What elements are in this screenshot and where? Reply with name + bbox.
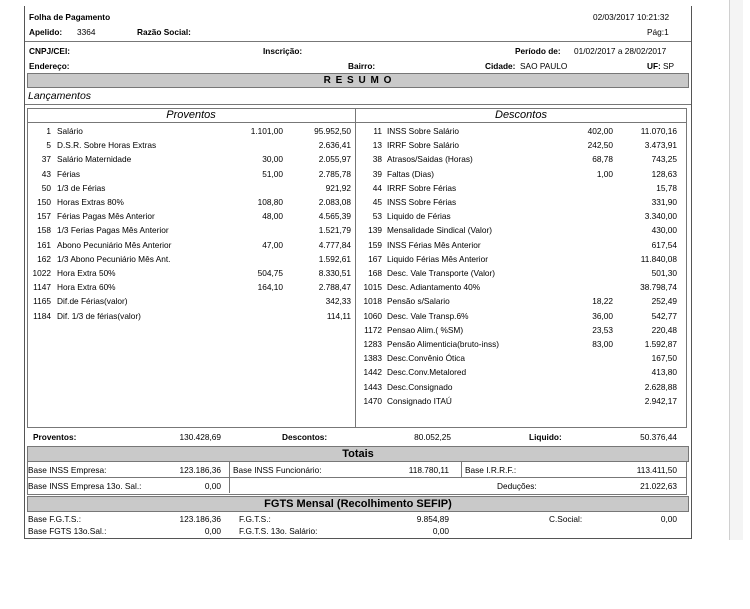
descontos-row — [356, 337, 685, 351]
cell-divider — [229, 461, 230, 477]
descontos-row — [356, 152, 685, 166]
descontos-desc: Consignado ITAÚ — [387, 395, 452, 406]
proventos-desc: D.S.R. Sobre Horas Extras — [57, 140, 157, 151]
descontos-code: 1383 — [363, 353, 382, 364]
descontos-row — [356, 167, 685, 181]
descontos-row — [356, 195, 685, 209]
divider — [25, 41, 691, 42]
proventos-code: 150 — [37, 197, 51, 207]
descontos-row — [356, 181, 685, 195]
descontos-value: 11.070,16 — [640, 126, 677, 136]
descontos-row — [356, 394, 685, 408]
descontos-row — [356, 323, 685, 337]
base-fgts-label: Base F.G.T.S.: — [28, 514, 82, 524]
descontos-code: 53 — [372, 211, 382, 222]
proventos-desc: Dif.de Férias(valor) — [57, 296, 128, 307]
descontos-value: 220,48 — [651, 324, 677, 335]
descontos-desc: Desc.Conv.Metalored — [387, 367, 467, 378]
proventos-row — [27, 223, 353, 237]
descontos-code: 1442 — [363, 367, 382, 378]
proventos-desc: Hora Extra 50% — [57, 268, 116, 278]
cell-divider — [229, 477, 230, 493]
razao-social-label: Razão Social: — [137, 27, 191, 37]
descontos-code: 1443 — [363, 381, 382, 392]
descontos-value: 252,49 — [651, 296, 677, 307]
descontos-code: 139 — [368, 225, 382, 236]
descontos-value: 617,54 — [651, 239, 677, 250]
descontos-desc: IRRF Sobre Salário — [387, 140, 459, 151]
fgts13-label: F.G.T.S. 13o. Salário: — [239, 526, 318, 536]
proventos-header: Proventos — [166, 109, 216, 121]
proventos-code: 1165 — [33, 296, 51, 307]
descontos-value: 3.473,91 — [644, 140, 677, 151]
descontos-header: Descontos — [495, 109, 547, 121]
base-inss-empresa-label: Base INSS Empresa: — [28, 465, 107, 475]
proventos-desc: Dif. 1/3 de férias(valor) — [57, 310, 141, 321]
descontos-value: 15,78 — [656, 182, 677, 193]
proventos-desc: Horas Extras 80% — [57, 197, 124, 207]
periodo-label: Período de: — [515, 46, 561, 56]
summary-proventos-label: Proventos: — [33, 432, 77, 442]
descontos-value: 1.592,87 — [644, 339, 677, 349]
descontos-row — [356, 365, 685, 379]
descontos-desc: Desc. Vale Transporte (Valor) — [387, 268, 496, 278]
csocial-label: C.Social: — [549, 514, 583, 524]
descontos-row — [356, 280, 685, 294]
proventos-code: 1022 — [32, 268, 51, 278]
deducoes-label: Deduções: — [497, 481, 537, 491]
base-inss-func-label: Base INSS Funcionário: — [233, 465, 322, 475]
descontos-desc: INSS Férias Mês Anterior — [387, 239, 481, 250]
descontos-value: 11.840,08 — [640, 253, 677, 264]
inscricao-label: Inscrição: — [263, 46, 303, 56]
proventos-desc: Férias — [57, 168, 81, 179]
descontos-value: 3.340,00 — [644, 211, 677, 222]
descontos-value: 542,77 — [651, 310, 677, 321]
summary-descontos-value: 80.052,25 — [414, 432, 451, 442]
apelido-label: Apelido: — [29, 27, 63, 37]
proventos-value: 921,92 — [325, 182, 351, 193]
totais-bar: Totais — [27, 446, 689, 462]
proventos-ref: 504,75 — [257, 268, 283, 278]
summary-proventos-value: 130.428,69 — [179, 432, 221, 442]
descontos-value: 167,50 — [651, 353, 677, 364]
fgts-value: 9.854,89 — [416, 514, 449, 524]
proventos-ref: 30,00 — [262, 154, 283, 165]
proventos-desc: 1/3 de Férias — [57, 182, 106, 193]
descontos-row — [356, 309, 685, 323]
base-inss-func-value: 118.780,11 — [408, 465, 449, 475]
descontos-ref: 1,00 — [596, 168, 613, 179]
proventos-value: 114,11 — [326, 310, 351, 321]
proventos-code: 1184 — [33, 310, 51, 321]
descontos-code: 11 — [373, 126, 382, 136]
fgts-bar: FGTS Mensal (Recolhimento SEFIP) — [27, 496, 689, 512]
proventos-desc: Salário Maternidade — [57, 154, 132, 165]
descontos-code: 44 — [372, 182, 382, 193]
proventos-code: 43 — [41, 168, 51, 179]
page-number: Pág:1 — [647, 27, 669, 37]
descontos-desc: Desc.Convênio Ótica — [387, 353, 465, 364]
descontos-code: 168 — [368, 268, 382, 278]
base-inss-13-value: 0,00 — [204, 481, 221, 491]
proventos-row — [27, 238, 353, 252]
descontos-code: 167 — [368, 253, 382, 264]
descontos-ref: 83,00 — [592, 339, 613, 349]
base-fgts13-label: Base FGTS 13o.Sal.: — [28, 526, 107, 536]
divider — [27, 477, 687, 478]
proventos-row — [27, 266, 353, 280]
descontos-desc: Liquido Férias Mês Anterior — [387, 253, 488, 264]
proventos-value: 342,33 — [325, 296, 351, 307]
descontos-desc: INSS Sobre Férias — [387, 197, 457, 207]
uf-label: UF: — [647, 61, 661, 71]
descontos-ref: 242,50 — [587, 140, 613, 151]
descontos-row — [356, 252, 685, 266]
base-inss-13-label: Base INSS Empresa 13o. Sal.: — [28, 481, 142, 491]
proventos-row — [27, 167, 353, 181]
base-fgts-value: 123.186,36 — [179, 514, 221, 524]
proventos-value: 2.636,41 — [318, 140, 351, 151]
cidade-label: Cidade: — [485, 61, 516, 71]
uf-value: SP — [663, 61, 675, 71]
summary-liquido-label: Liquido: — [529, 432, 562, 442]
lancamentos-label: Lançamentos — [28, 90, 92, 102]
descontos-desc: Pensão s/Salario — [387, 296, 450, 307]
summary-descontos-label: Descontos: — [282, 432, 328, 442]
descontos-code: 45 — [372, 197, 382, 207]
endereco-label: Endereço: — [29, 61, 70, 71]
proventos-value: 2.083,08 — [318, 197, 351, 207]
proventos-code: 162 — [37, 253, 51, 264]
cidade-value: SAO PAULO — [520, 61, 568, 71]
descontos-desc: Desc. Vale Transp.6% — [387, 310, 469, 321]
descontos-desc: Liquido de Férias — [387, 211, 451, 222]
resumo-bar: R E S U M O — [27, 73, 689, 88]
descontos-ref: 68,78 — [592, 154, 613, 165]
descontos-row — [356, 266, 685, 280]
descontos-value: 2.628,88 — [644, 381, 677, 392]
descontos-desc: Desc.Consignado — [387, 381, 453, 392]
descontos-code: 1018 — [363, 296, 382, 307]
descontos-code: 38 — [372, 154, 382, 165]
deducoes-value: 21.022,63 — [640, 481, 677, 491]
proventos-value: 1.521,79 — [318, 225, 351, 236]
proventos-code: 37 — [41, 154, 51, 165]
descontos-value: 128,63 — [651, 168, 677, 179]
proventos-row — [27, 294, 353, 308]
proventos-value: 4.565,39 — [318, 211, 351, 222]
proventos-code: 161 — [37, 239, 51, 250]
descontos-ref: 36,00 — [592, 310, 613, 321]
proventos-desc: Abono Pecuniário Mês Anterior — [57, 239, 172, 250]
periodo-value: 01/02/2017 a 28/02/2017 — [574, 46, 667, 56]
divider — [25, 104, 691, 105]
proventos-code: 5 — [46, 140, 51, 151]
descontos-desc: INSS Sobre Salário — [387, 126, 459, 136]
descontos-desc: Pensao Alim.( %SM) — [387, 324, 464, 335]
descontos-ref: 18,22 — [592, 296, 613, 307]
proventos-ref: 51,00 — [262, 168, 283, 179]
proventos-desc: Hora Extra 60% — [57, 282, 116, 293]
descontos-value: 743,25 — [651, 154, 677, 165]
base-irrf-label: Base I.R.R.F.: — [465, 465, 517, 475]
proventos-row — [27, 124, 353, 138]
proventos-value: 1.592,61 — [318, 253, 351, 264]
descontos-value: 430,00 — [651, 225, 677, 236]
descontos-code: 1172 — [364, 324, 382, 335]
descontos-row — [356, 294, 685, 308]
proventos-value: 2.785,78 — [318, 168, 351, 179]
base-irrf-value: 113.411,50 — [636, 465, 677, 475]
descontos-code: 1060 — [363, 310, 382, 321]
descontos-desc: Atrasos/Saidas (Horas) — [387, 154, 473, 165]
base-inss-empresa-value: 123.186,36 — [179, 465, 221, 475]
descontos-row — [356, 124, 685, 138]
csocial-value: 0,00 — [660, 514, 677, 524]
proventos-value: 4.777,84 — [318, 239, 351, 250]
report-title: Folha de Pagamento — [29, 12, 111, 22]
descontos-code: 39 — [372, 168, 382, 179]
apelido-value: 3364 — [77, 27, 96, 37]
descontos-desc: Desc. Adiantamento 40% — [387, 282, 481, 293]
descontos-desc: Mensalidade Sindical (Valor) — [387, 225, 492, 236]
cell-divider — [461, 461, 462, 477]
proventos-row — [27, 309, 353, 323]
descontos-value: 2.942,17 — [644, 395, 677, 406]
proventos-row — [27, 152, 353, 166]
descontos-code: 159 — [368, 239, 382, 250]
proventos-desc: 1/3 Abono Pecuniário Mês Ant. — [57, 253, 171, 264]
proventos-value: 2.788,47 — [318, 282, 351, 293]
descontos-value: 501,30 — [651, 268, 677, 278]
proventos-code: 50 — [41, 182, 51, 193]
descontos-value: 413,80 — [651, 367, 677, 378]
report-page — [24, 6, 692, 539]
descontos-ref: 23,53 — [592, 324, 613, 335]
bairro-label: Bairro: — [348, 61, 376, 71]
descontos-row — [356, 380, 685, 394]
descontos-row — [356, 209, 685, 223]
fgts-label: F.G.T.S.: — [239, 514, 271, 524]
proventos-code: 157 — [37, 211, 51, 222]
vertical-scrollbar[interactable] — [729, 0, 743, 540]
descontos-desc: Pensão Alimenticia(bruto-inss) — [387, 339, 500, 349]
descontos-code: 1283 — [363, 339, 382, 349]
cnpj-label: CNPJ/CEI: — [29, 46, 71, 56]
proventos-ref: 48,00 — [262, 211, 283, 222]
report-datetime: 02/03/2017 10:21:32 — [593, 12, 670, 22]
summary-liquido-value: 50.376,44 — [640, 432, 677, 442]
fgts13-value: 0,00 — [432, 526, 449, 536]
descontos-code: 1015 — [363, 282, 382, 293]
proventos-row — [27, 252, 353, 266]
proventos-code: 1 — [46, 126, 51, 136]
base-fgts13-value: 0,00 — [204, 526, 221, 536]
proventos-desc: 1/3 Ferias Pagas Mês Anterior — [57, 225, 169, 236]
descontos-row — [356, 238, 685, 252]
descontos-code: 1470 — [363, 395, 382, 406]
proventos-ref: 164,10 — [257, 282, 283, 293]
proventos-row — [27, 209, 353, 223]
proventos-value: 2.055,97 — [318, 154, 351, 165]
proventos-row — [27, 195, 353, 209]
divider — [27, 122, 687, 123]
proventos-ref: 47,00 — [262, 239, 283, 250]
proventos-value: 95.952,50 — [314, 126, 351, 136]
proventos-ref: 1.101,00 — [250, 126, 283, 136]
proventos-row — [27, 138, 353, 152]
proventos-ref: 108,80 — [257, 197, 283, 207]
descontos-code: 13 — [372, 140, 382, 151]
descontos-row — [356, 138, 685, 152]
descontos-row — [356, 351, 685, 365]
descontos-row — [356, 223, 685, 237]
proventos-row — [27, 280, 353, 294]
descontos-desc: Faltas (Dias) — [387, 168, 435, 179]
proventos-code: 1147 — [33, 282, 51, 293]
descontos-value: 38.798,74 — [640, 282, 677, 293]
descontos-desc: IRRF Sobre Férias — [387, 182, 457, 193]
proventos-row — [27, 181, 353, 195]
proventos-desc: Salário — [57, 126, 83, 136]
descontos-value: 331,90 — [651, 197, 677, 207]
proventos-code: 158 — [37, 225, 51, 236]
descontos-ref: 402,00 — [587, 126, 613, 136]
proventos-desc: Férias Pagas Mês Anterior — [57, 211, 155, 222]
proventos-value: 8.330,51 — [318, 268, 351, 278]
